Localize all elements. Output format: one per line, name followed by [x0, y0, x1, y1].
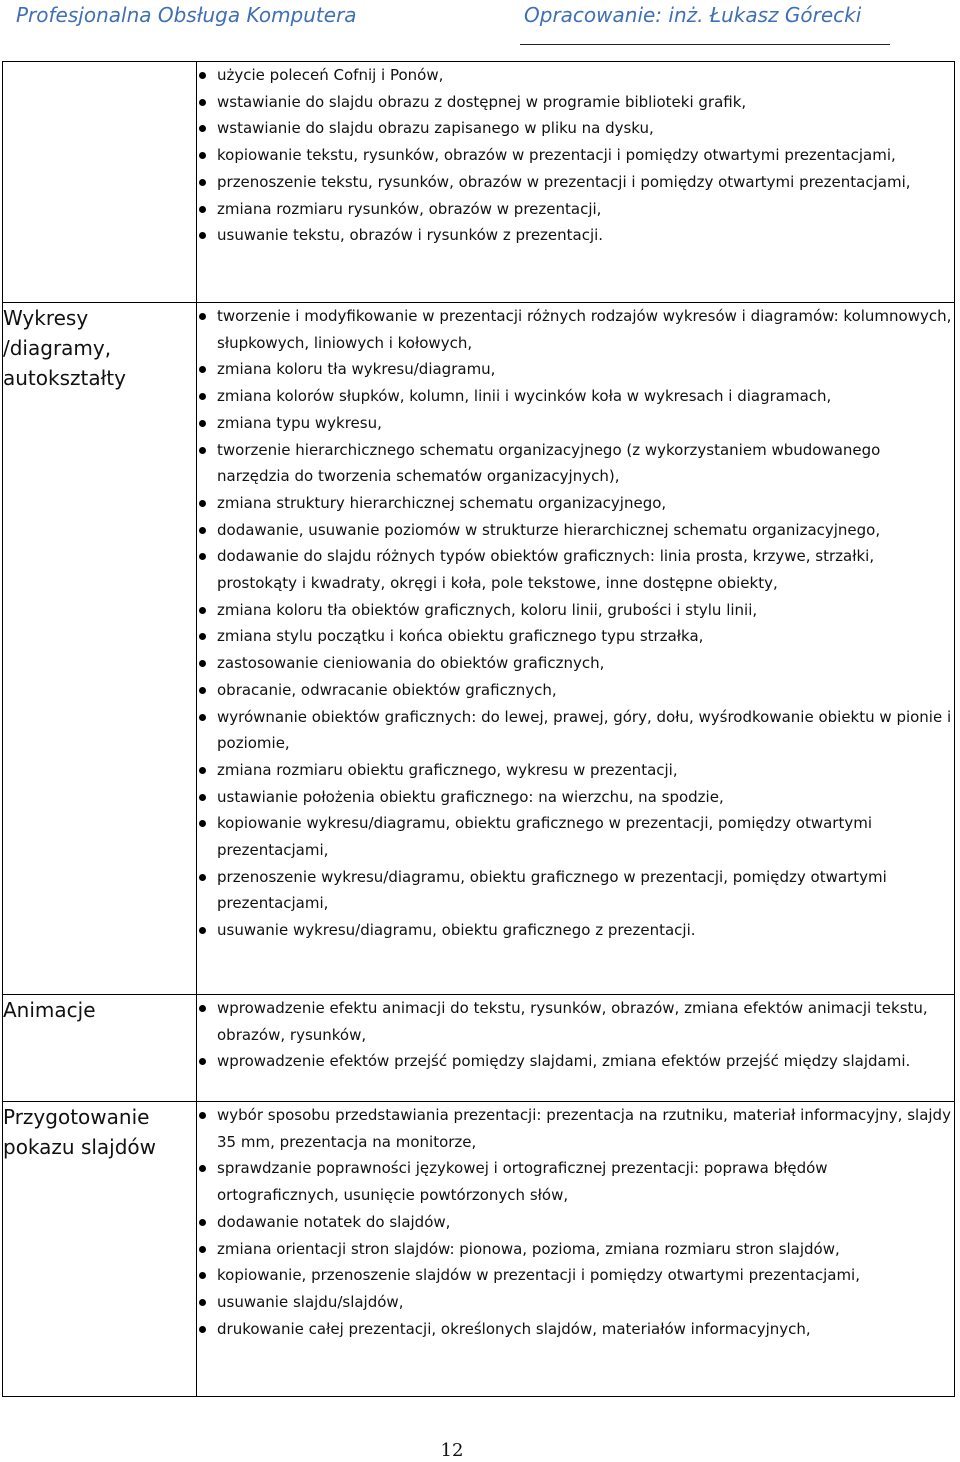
row-label: Przygotowanie pokazu slajdów [3, 1105, 157, 1159]
list-item: zastosowanie cieniowania do obiektów graficznych, [197, 650, 954, 677]
list-item: wyrównanie obiektów graficznych: do lewej, prawej, góry, dołu, wyśrodkowanie obiektu w pionie i poziomie, [197, 704, 954, 757]
list-item: zmiana rozmiaru rysunków, obrazów w prezentacji, [197, 196, 954, 223]
list-item: dodawanie, usuwanie poziomów w strukturze hierarchicznej schematu organizacyjnego, [197, 517, 954, 544]
list-item: zmiana struktury hierarchicznej schematu organizacyjnego, [197, 490, 954, 517]
list-item: zmiana typu wykresu, [197, 410, 954, 437]
row-items-cell [197, 995, 955, 1102]
row-label-cell [3, 995, 197, 1102]
table-row [3, 1102, 955, 1397]
list-item: obracanie, odwracanie obiektów graficznych, [197, 677, 954, 704]
row-items-cell [197, 62, 955, 303]
item-list [197, 303, 954, 944]
list-item: wstawianie do slajdu obrazu z dostępnej w programie biblioteki grafik, [197, 89, 954, 116]
row-label: Wykresy /diagramy, autokształty [3, 306, 126, 390]
list-item: zmiana koloru tła obiektów graficznych, koloru linii, grubości i stylu linii, [197, 597, 954, 624]
list-item: przenoszenie wykresu/diagramu, obiektu graficznego w prezentacji, pomiędzy otwartymi prezentacjami, [197, 864, 954, 917]
list-item: wstawianie do slajdu obrazu zapisanego w pliku na dysku, [197, 115, 954, 142]
list-item: zmiana kolorów słupków, kolumn, linii i wycinków koła w wykresach i diagramach, [197, 383, 954, 410]
list-item: dodawanie do slajdu różnych typów obiektów graficznych: linia prosta, krzywe, strzałki, prostokąty i kwadraty, okręgi i koła, pole tekstowe, inne dostępne obiekty, [197, 543, 954, 596]
list-item: wybór sposobu przedstawiania prezentacji: prezentacja na rzutniku, materiał informacyjny, slajdy 35 mm, prezentacja na monitorze, [197, 1102, 954, 1155]
page-header [0, 0, 960, 44]
list-item: przenoszenie tekstu, rysunków, obrazów w prezentacji i pomiędzy otwartymi prezentacjami, [197, 169, 954, 196]
header-title: Profesjonalna Obsługa Komputera [16, 3, 357, 27]
row-label-cell [3, 1102, 197, 1397]
list-item: zmiana rozmiaru obiektu graficznego, wykresu w prezentacji, [197, 757, 954, 784]
row-label-cell [3, 303, 197, 995]
list-item: drukowanie całej prezentacji, określonych slajdów, materiałów informacyjnych, [197, 1316, 954, 1343]
row-label: Animacje [3, 998, 96, 1022]
item-list [197, 995, 954, 1075]
list-item: ustawianie położenia obiektu graficznego: na wierzchu, na spodzie, [197, 784, 954, 811]
list-item: kopiowanie, przenoszenie slajdów w prezentacji i pomiędzy otwartymi prezentacjami, [197, 1262, 954, 1289]
list-item: zmiana stylu początku i końca obiektu graficznego typu strzałka, [197, 623, 954, 650]
item-list [197, 1102, 954, 1342]
list-item: zmiana koloru tła wykresu/diagramu, [197, 356, 954, 383]
header-author: Opracowanie: inż. Łukasz Górecki [524, 3, 862, 27]
list-item: usuwanie slajdu/slajdów, [197, 1289, 954, 1316]
table-row [3, 995, 955, 1102]
item-list [197, 62, 954, 249]
list-item: użycie poleceń Cofnij i Ponów, [197, 62, 954, 89]
list-item: usuwanie tekstu, obrazów i rysunków z prezentacji. [197, 222, 954, 249]
row-label-cell [3, 62, 197, 303]
syllabus-table [2, 61, 955, 1397]
list-item: tworzenie i modyfikowanie w prezentacji różnych rodzajów wykresów i diagramów: kolumnowych, słupkowych, liniowych i kołowych, [197, 303, 954, 356]
row-items-cell [197, 1102, 955, 1397]
list-item: dodawanie notatek do slajdów, [197, 1209, 954, 1236]
list-item: sprawdzanie poprawności językowej i ortograficznej prezentacji: poprawa błędów ortograficznych, usunięcie powtórzonych słów, [197, 1155, 954, 1208]
list-item: wprowadzenie efektów przejść pomiędzy slajdami, zmiana efektów przejść między slajdami. [197, 1048, 954, 1075]
list-item: kopiowanie wykresu/diagramu, obiektu graficznego w prezentacji, pomiędzy otwartymi prezentacjami, [197, 810, 954, 863]
header-rule [520, 44, 890, 45]
row-items-cell [197, 303, 955, 995]
page-number: 12 [440, 1440, 464, 1461]
list-item: usuwanie wykresu/diagramu, obiektu graficznego z prezentacji. [197, 917, 954, 944]
table-row [3, 303, 955, 995]
list-item: zmiana orientacji stron slajdów: pionowa, pozioma, zmiana rozmiaru stron slajdów, [197, 1236, 954, 1263]
table-row [3, 62, 955, 303]
list-item: kopiowanie tekstu, rysunków, obrazów w prezentacji i pomiędzy otwartymi prezentacjami, [197, 142, 954, 169]
list-item: tworzenie hierarchicznego schematu organizacyjnego (z wykorzystaniem wbudowanego narzędzia do tworzenia schematów organizacyjnych), [197, 437, 954, 490]
list-item: wprowadzenie efektu animacji do tekstu, rysunków, obrazów, zmiana efektów animacji tekstu, obrazów, rysunków, [197, 995, 954, 1048]
